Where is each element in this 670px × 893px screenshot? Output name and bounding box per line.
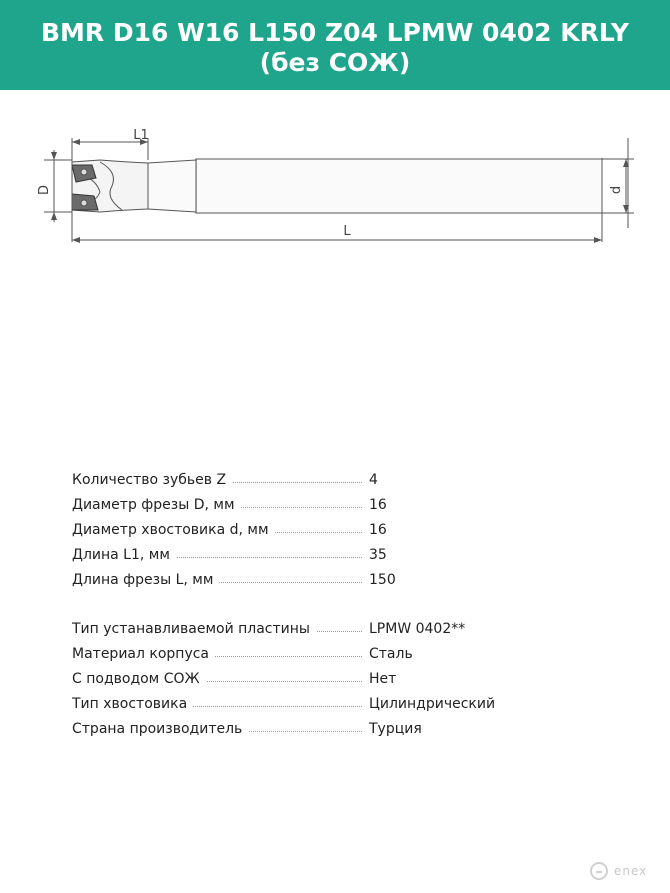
tool-neck (148, 160, 196, 212)
spec-row (72, 568, 522, 593)
page-subtitle: (без СОЖ) (259, 48, 411, 77)
spec-row (72, 617, 522, 642)
tool-shank (196, 159, 602, 213)
enex-logo-text: enex (614, 864, 648, 878)
spec-table (72, 468, 522, 742)
spec-label: Диаметр фрезы D, мм (72, 495, 241, 515)
spec-value: Турция (369, 721, 422, 737)
spec-label: С подводом СОЖ (72, 669, 206, 689)
spec-value: Цилиндрический (369, 696, 496, 712)
spec-label: Диаметр хвостовика d, мм (72, 520, 275, 540)
spec-value: 16 (369, 522, 387, 538)
enex-logo-icon (590, 862, 608, 880)
spec-row (72, 543, 522, 568)
title-banner (0, 0, 670, 90)
spec-value: Нет (369, 671, 397, 687)
spec-value: 4 (369, 472, 378, 488)
dim-label-D: D (37, 184, 52, 196)
spec-row (72, 518, 522, 543)
spec-value: 150 (369, 572, 396, 588)
spec-value: Сталь (369, 646, 413, 662)
dim-label-L: L (343, 224, 351, 239)
dim-label-d: d (609, 185, 624, 195)
dim-label-L1: L1 (133, 128, 149, 143)
spec-row (72, 642, 522, 667)
spec-row (72, 667, 522, 692)
spec-label: Материал корпуса (72, 644, 215, 664)
spec-row (72, 717, 522, 742)
enex-logo (590, 860, 660, 884)
spec-row (72, 692, 522, 717)
spec-label: Тип устанавливаемой пластины (72, 619, 316, 639)
spec-label: Количество зубьев Z (72, 470, 232, 490)
spec-row (72, 468, 522, 493)
page-title: BMR D16 W16 L150 Z04 LPMW 0402 KRLY (40, 18, 630, 47)
spec-label: Длина фрезы L, мм (72, 570, 219, 590)
spec-row (72, 493, 522, 518)
spec-label: Страна производитель (72, 719, 248, 739)
spec-value: 35 (369, 547, 387, 563)
spec-value: LPMW 0402** (369, 621, 466, 637)
spec-label: Длина L1, мм (72, 545, 176, 565)
spec-label: Тип хвостовика (72, 694, 193, 714)
tool-drawing (0, 120, 670, 260)
spec-value: 16 (369, 497, 387, 513)
